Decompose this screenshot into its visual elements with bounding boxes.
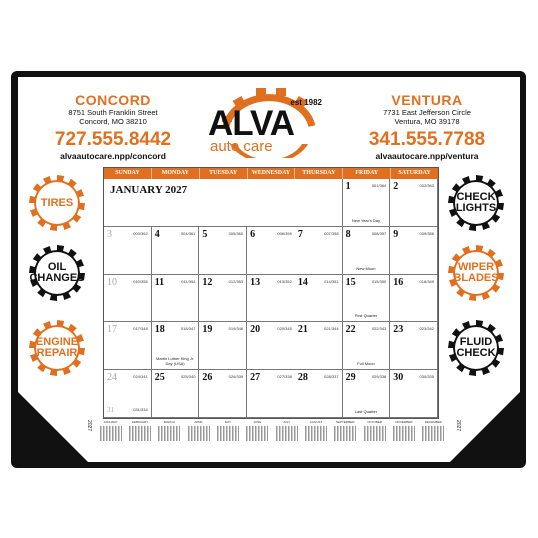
day-number: 18 xyxy=(154,324,165,336)
julian-date: 025/340 xyxy=(180,374,196,380)
mini-month xyxy=(301,420,330,446)
day-cell xyxy=(343,322,391,370)
julian-date: 024/341 xyxy=(133,374,148,380)
mini-month-name: OCTOBER xyxy=(367,420,382,424)
service-badge xyxy=(29,175,85,231)
day-number: 9 xyxy=(393,228,399,240)
day-number: 24 xyxy=(107,372,117,384)
day-cell xyxy=(247,227,295,275)
badge-label: WIPER BLADES xyxy=(453,261,499,284)
mini-month xyxy=(243,420,272,446)
day-number: 1 xyxy=(345,181,351,192)
day-number: 7 xyxy=(297,228,303,240)
day-cell xyxy=(152,227,200,275)
day-cell xyxy=(104,275,152,323)
day-cell xyxy=(152,275,200,323)
mini-month-grid xyxy=(100,426,122,441)
julian-date: 012/353 xyxy=(228,278,244,284)
weekday-label: SUNDAY xyxy=(104,168,152,179)
mini-month-grid xyxy=(393,426,415,441)
mini-month-name: NOVEMBER xyxy=(395,420,413,424)
day-cell xyxy=(199,275,247,323)
store-address-line2: Concord, MO 38210 xyxy=(79,117,147,126)
store-ventura xyxy=(362,92,492,161)
day-cell xyxy=(104,227,152,275)
logo-brand: ALVA xyxy=(208,104,295,143)
mini-month xyxy=(96,420,125,446)
day-number: 27 xyxy=(250,372,261,384)
month-calendar xyxy=(103,167,439,419)
mini-month-name: MAY xyxy=(224,420,232,424)
day-cell xyxy=(343,227,391,275)
day-number: 15 xyxy=(345,276,356,288)
julian-date: 028/337 xyxy=(324,374,339,380)
julian-date: 010/355 xyxy=(133,278,148,284)
day-grid xyxy=(104,179,438,418)
julian-date: 023/342 xyxy=(419,326,434,332)
badge-label: CHECK LIGHTS xyxy=(455,191,497,214)
mini-month-grid xyxy=(422,426,444,441)
day-cell xyxy=(390,275,438,323)
mini-month-grid xyxy=(158,426,180,441)
day-number: 6 xyxy=(250,228,256,240)
store-address-line1: 8751 South Franklin Street xyxy=(68,108,158,117)
day-number: 20 xyxy=(250,324,261,336)
store-address-line1: 7731 East Jefferson Circle xyxy=(383,108,471,117)
day-number: 23 xyxy=(393,324,404,336)
year-label-left: 2027 xyxy=(86,420,92,432)
julian-date: 015/350 xyxy=(371,278,387,284)
day-number: 13 xyxy=(250,276,261,288)
day-number: 29 xyxy=(345,372,356,384)
mini-month-name: JANUARY xyxy=(103,420,118,424)
mini-month xyxy=(389,420,418,446)
day-note: First Quarter xyxy=(354,313,378,319)
julian-date: 006/359 xyxy=(277,230,292,236)
day-cell xyxy=(152,322,200,370)
split-day-cell xyxy=(104,370,152,418)
store-address-line2: Ventura, MO 39178 xyxy=(394,117,460,126)
month-title-cell xyxy=(104,179,343,227)
day-cell xyxy=(390,370,438,418)
day-cell xyxy=(390,227,438,275)
weekday-label: TUESDAY xyxy=(200,168,248,179)
day-note: New Year's Day xyxy=(351,217,380,223)
julian-date: 004/361 xyxy=(180,230,196,236)
day-number: 16 xyxy=(393,276,404,288)
day-cell xyxy=(295,322,343,370)
day-number: 28 xyxy=(297,372,308,384)
julian-date: 030/335 xyxy=(419,374,434,380)
day-number: 19 xyxy=(202,324,213,336)
julian-date: 018/347 xyxy=(180,326,196,332)
julian-date: 007/358 xyxy=(324,230,339,236)
logo-tagline: auto care xyxy=(210,138,273,155)
day-note: Last Quarter xyxy=(354,408,378,414)
julian-date: 029/336 xyxy=(371,374,387,380)
julian-date: 021/344 xyxy=(324,326,339,332)
weekday-header xyxy=(104,168,438,179)
service-badge xyxy=(448,245,504,301)
mini-month-grid xyxy=(129,426,151,441)
mini-month-grid xyxy=(305,426,327,441)
day-note: New Moon xyxy=(356,265,376,271)
day-number: 10 xyxy=(107,276,117,288)
mini-month-name: AUGUST xyxy=(309,420,323,424)
day-cell xyxy=(295,227,343,275)
mini-month xyxy=(360,420,389,446)
badge-label: TIRES xyxy=(40,196,74,209)
weekday-label: MONDAY xyxy=(152,168,200,179)
julian-date: 014/351 xyxy=(324,278,339,284)
day-number: 4 xyxy=(154,228,160,240)
store-phone: 341.555.7788 xyxy=(368,129,486,150)
mini-month-name: MARCH xyxy=(163,420,175,424)
day-cell xyxy=(247,275,295,323)
day-number: 2 xyxy=(393,181,399,192)
day-number: 21 xyxy=(297,324,308,336)
year-label-right: 2027 xyxy=(455,420,461,432)
mini-month-grid xyxy=(246,426,268,441)
store-city: CONCORD xyxy=(75,92,151,108)
day-cell xyxy=(199,370,247,418)
alva-logo xyxy=(204,86,334,158)
julian-date: 002/363 xyxy=(419,183,434,188)
day-cell xyxy=(390,179,438,227)
julian-date: 031/334 xyxy=(133,406,148,412)
mini-month-name: JULY xyxy=(283,420,291,424)
day-cell xyxy=(104,322,152,370)
day-number: 8 xyxy=(345,228,351,240)
julian-date: 011/354 xyxy=(181,278,196,284)
day-cell xyxy=(343,179,391,227)
day-number: 22 xyxy=(345,324,356,336)
mini-month-name: JUNE xyxy=(253,420,262,424)
mini-month-grid xyxy=(364,426,386,441)
year-overview-strip xyxy=(96,420,448,446)
logo-est: est 1982 xyxy=(290,98,322,107)
store-website: alvaautocare.npp/concord xyxy=(60,151,166,161)
mini-month-name: SEPTEMBER xyxy=(336,420,355,424)
day-cell xyxy=(343,370,391,418)
mini-month xyxy=(184,420,213,446)
mini-month-grid xyxy=(217,426,239,441)
mini-month xyxy=(331,420,360,446)
badge-label: OIL CHANGES xyxy=(29,261,85,284)
month-title: JANUARY 2027 xyxy=(110,184,188,196)
day-cell xyxy=(295,275,343,323)
day-number: 3 xyxy=(107,228,112,240)
julian-date: 017/348 xyxy=(133,326,148,332)
day-cell xyxy=(199,227,247,275)
julian-date: 005/360 xyxy=(228,230,244,236)
julian-date: 016/349 xyxy=(419,278,434,284)
weekday-label: SATURDAY xyxy=(398,170,431,176)
weekday-label: FRIDAY xyxy=(343,168,391,179)
mini-month-grid xyxy=(276,426,298,441)
day-number: 14 xyxy=(297,276,308,288)
store-phone: 727.555.8442 xyxy=(54,129,172,150)
julian-date: 022/343 xyxy=(371,326,387,332)
day-note: Full Moon xyxy=(357,361,375,367)
store-concord xyxy=(52,92,174,161)
mini-month xyxy=(272,420,301,446)
day-cell xyxy=(343,275,391,323)
mini-month-name: FEBRUARY xyxy=(131,420,149,424)
day-cell xyxy=(247,370,295,418)
day-number: 11 xyxy=(154,276,165,288)
badge-label: FLUID CHECK xyxy=(456,336,496,359)
day-number: 31 xyxy=(107,405,114,414)
day-number: 25 xyxy=(154,372,165,384)
day-number: 12 xyxy=(202,276,213,288)
store-website: alvaautocare.npp/ventura xyxy=(375,151,479,161)
julian-date: 019/346 xyxy=(228,326,244,332)
day-cell xyxy=(295,370,343,418)
julian-date: 026/339 xyxy=(228,374,244,380)
service-badge xyxy=(29,320,85,376)
julian-date: 008/357 xyxy=(371,230,387,236)
mini-month xyxy=(419,420,448,446)
mini-month-name: DECEMBER xyxy=(424,420,442,424)
weekday-label: WEDNESDAY xyxy=(248,168,296,179)
weekday-label: THURSDAY xyxy=(295,168,343,179)
day-cell xyxy=(247,322,295,370)
mini-month xyxy=(155,420,184,446)
julian-date: 003/362 xyxy=(133,230,148,236)
day-cell xyxy=(152,370,200,418)
julian-date: 001/364 xyxy=(371,183,387,188)
julian-date: 020/345 xyxy=(277,326,292,332)
julian-date: 013/352 xyxy=(277,278,292,284)
store-city: VENTURA xyxy=(391,92,463,108)
day-note: Martin Luther King Jr. Day (USA) xyxy=(156,356,195,367)
day-cell xyxy=(199,322,247,370)
day-number: 5 xyxy=(202,228,208,240)
badge-label: ENGINE REPAIR xyxy=(35,336,79,359)
service-badge xyxy=(448,320,504,376)
mini-month xyxy=(213,420,242,446)
julian-date: 009/356 xyxy=(419,230,434,236)
corner-pocket-left xyxy=(18,392,88,462)
day-cell xyxy=(390,322,438,370)
service-badge xyxy=(29,245,85,301)
day-number: 30 xyxy=(393,372,404,384)
mini-month xyxy=(125,420,154,446)
day-number: 26 xyxy=(202,372,213,384)
service-badge xyxy=(448,175,504,231)
mini-month-grid xyxy=(188,426,210,441)
mini-month-name: APRIL xyxy=(194,420,203,424)
julian-date: 027/338 xyxy=(277,374,292,380)
day-number: 17 xyxy=(107,324,117,336)
mini-month-grid xyxy=(334,426,356,441)
